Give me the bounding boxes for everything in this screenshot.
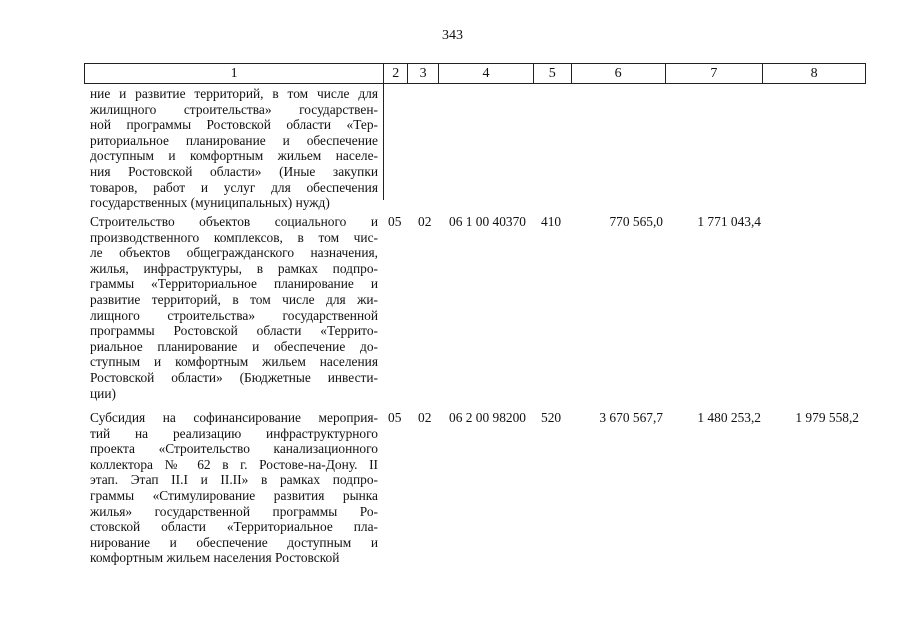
cell-amount-col6: 3 670 567,7 [599, 410, 663, 425]
desc-line: ле объектов общегражданского назначения, [90, 245, 378, 261]
desc-line: программы Ростовской области «Террито- [90, 323, 378, 339]
column-divider [383, 84, 384, 200]
desc-line: стовской области «Территориальное пла- [90, 519, 378, 535]
cell-target-article: 06 1 00 40370 [449, 214, 526, 229]
page-number: 343 [442, 28, 463, 43]
header-col-1: 1 [85, 64, 384, 83]
desc-line: проекта «Строительство канализационного [90, 441, 378, 457]
cell-expense-type: 520 [541, 410, 562, 425]
desc-line: нирование и обеспечение доступным и [90, 534, 378, 550]
desc-line: Ростовской области» (Бюджетные инвести- [90, 369, 378, 385]
row-description [90, 410, 378, 566]
desc-line: производственного комплексов, в том чис- [90, 229, 378, 245]
header-col-3: 3 [408, 64, 439, 83]
desc-line: Строительство объектов социального и [90, 214, 378, 229]
header-col-6: 6 [572, 64, 666, 83]
desc-line: этап. Этап II.I и II.II» в рамках подпро- [90, 472, 378, 488]
desc-line: доступным и комфортным жильем населе- [90, 148, 378, 164]
header-col-5: 5 [534, 64, 572, 83]
desc-line: граммы «Стимулирование развития рынка [90, 487, 378, 503]
desc-line: риториальное планирование и обеспечение [90, 132, 378, 148]
cell-section: 05 [388, 214, 402, 229]
desc-line: коллектора № 62 в г. Ростове-на-Дону. II [90, 456, 378, 472]
cell-subsection: 02 [418, 410, 432, 425]
desc-line: Субсидия на софинансирование мероприя- [90, 410, 378, 425]
desc-line: ции) [90, 385, 116, 401]
cell-amount-col7: 1 480 253,2 [697, 410, 761, 425]
desc-line: ной программы Ростовской области «Тер- [90, 117, 378, 133]
desc-line: комфортным жильем населения Ростовской [90, 550, 340, 566]
row-description [90, 86, 378, 211]
desc-line: граммы «Территориальное планирование и [90, 276, 378, 292]
desc-line: лищного строительства» государственной [90, 307, 378, 323]
header-col-7: 7 [666, 64, 764, 83]
cell-subsection: 02 [418, 214, 432, 229]
cell-section: 05 [388, 410, 402, 425]
desc-line: жилья, инфраструктуры, в рамках подпро- [90, 260, 378, 276]
desc-line: развитие территорий, в том числе для жи- [90, 291, 378, 307]
desc-line: жилья» государственной программы Ро- [90, 503, 378, 519]
cell-amount-col8: 1 979 558,2 [795, 410, 859, 425]
cell-amount-col6: 770 565,0 [609, 214, 663, 229]
desc-line: ния Ростовской области» (Иные закупки [90, 163, 378, 179]
header-col-8: 8 [810, 66, 818, 81]
desc-line: жилищного строительства» государствен- [90, 101, 378, 117]
cell-target-article: 06 2 00 98200 [449, 410, 526, 425]
cell-expense-type: 410 [541, 214, 562, 229]
desc-line: ступным и комфортным жильем населения [90, 354, 378, 370]
header-col-2: 2 [384, 64, 408, 83]
desc-line: риальное планирование и обеспечение до- [90, 338, 378, 354]
desc-line: товаров, работ и услуг для обеспечения [90, 179, 378, 195]
row-description [90, 214, 378, 401]
desc-line: государственных (муниципальных) нужд) [90, 195, 330, 211]
header-col-4: 4 [439, 64, 534, 83]
desc-line: ние и развитие территорий, в том числе для [90, 86, 378, 101]
desc-line: тий на реализацию инфраструктурного [90, 425, 378, 441]
cell-amount-col7: 1 771 043,4 [697, 214, 761, 229]
table-header [84, 63, 866, 84]
